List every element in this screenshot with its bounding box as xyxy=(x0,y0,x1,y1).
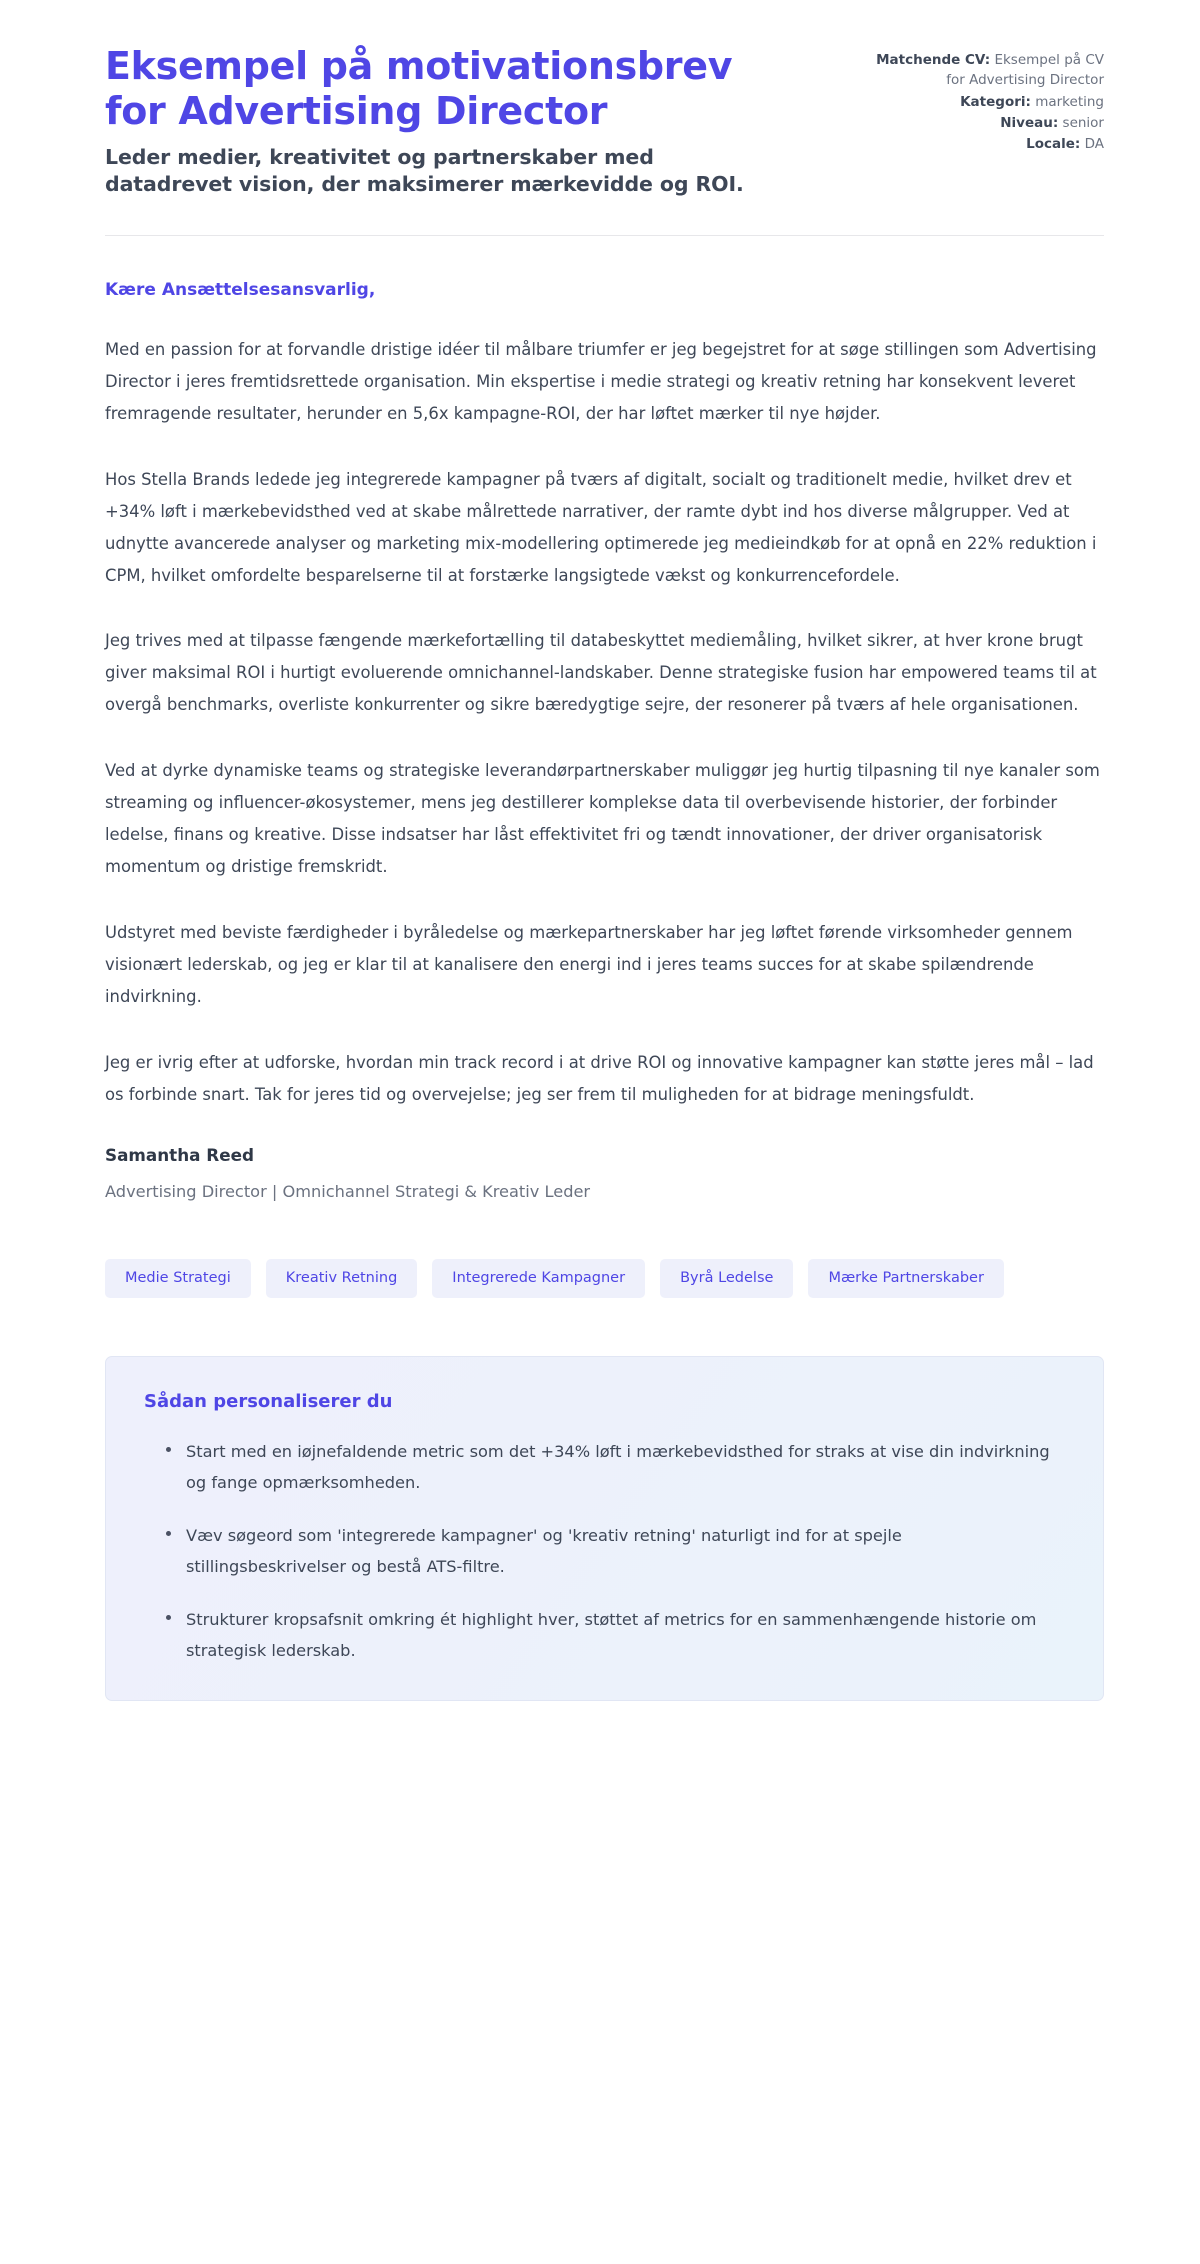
letter-paragraph: Med en passion for at forvandle dristige idéer til målbare triumfer er jeg begejstret for at søge stillingen som Advertising Director i jeres fremtidsrettede organisation. Min ekspertise i medie strategi og kreativ retning har konsekvent leveret fremragende resultater, herunder en 5,6x kampagne-ROI, der har løftet mærker til nye højder. xyxy=(105,339,1097,423)
tag-chip[interactable]: Mærke Partnerskaber xyxy=(808,1259,1004,1298)
callout-tip-text: Start med en iøjnefaldende metric som det +34% løft i mærkebevidsthed for straks at vise din indvirkning og fange opmærksomheden. xyxy=(186,1441,1050,1492)
personalization-callout xyxy=(105,1356,1104,1702)
meta-row-level xyxy=(872,113,1104,133)
callout-tip-item xyxy=(166,1604,1061,1666)
letter-paragraph: Ved at dyrke dynamiske teams og strategiske leverandørpartnerskaber muliggør jeg hurtig tilpasning til nye kanaler som streaming og influencer-økosystemer, mens jeg destillerer komplekse data til overbevisende historier, der forbinder ledelse, finans og kreative. Disse indsatser har låst effektivitet fri og tændt innovationer, der driver organisatorisk momentum og dristige fremskridt. xyxy=(105,761,1100,877)
meta-label-locale: Locale: xyxy=(1026,136,1081,152)
letter-salutation: Kære Ansættelsesansvarlig, xyxy=(105,279,376,300)
meta-value-level: senior xyxy=(1062,114,1104,131)
tag-chip[interactable]: Kreativ Retning xyxy=(266,1259,418,1298)
meta-label-category: Kategori: xyxy=(960,93,1031,110)
callout-tip-item xyxy=(166,1520,1061,1582)
letter-paragraph: Jeg er ivrig efter at udforske, hvordan min track record i at drive ROI og innovative kampagner kan støtte jeres mål – lad os forbinde snart. Tak for jeres tid og overvejelse; jeg ser frem til muligheden for at bidrage meningsfuldt. xyxy=(105,1053,1094,1105)
meta-value-matching-cv: Eksempel på CV for Advertising Director xyxy=(946,52,1104,89)
document-header xyxy=(105,44,1104,199)
document-metadata xyxy=(872,44,1104,155)
bullet-dot-icon xyxy=(166,1615,171,1620)
meta-value-category: marketing xyxy=(1035,93,1104,110)
callout-title: Sådan personaliserer du xyxy=(144,1390,393,1412)
meta-row-category xyxy=(872,92,1104,112)
meta-row-matching-cv xyxy=(872,50,1104,91)
tag-chip[interactable]: Byrå Ledelse xyxy=(660,1259,793,1298)
callout-tip-text: Strukturer kropsafsnit omkring ét highlight hver, støttet af metrics for en sammenhængende historie om strategisk lederskab. xyxy=(186,1610,1037,1661)
meta-value-locale: DA xyxy=(1084,136,1104,152)
signature-name: Samantha Reed xyxy=(105,1145,254,1166)
page-title: Eksempel på motivationsbrev for Advertising Director xyxy=(105,44,733,133)
signature-role: Advertising Director | Omnichannel Strategi & Kreativ Leder xyxy=(105,1182,591,1202)
callout-tip-text: Væv søgeord som 'integrerede kampagner' og 'kreativ retning' naturligt ind for at spejle stillingsbeskrivelser og bestå ATS-filtre. xyxy=(186,1525,902,1577)
tag-chip[interactable]: Medie Strategi xyxy=(105,1259,251,1298)
meta-label-level: Niveau: xyxy=(1000,114,1059,131)
tag-list xyxy=(105,1259,1104,1298)
tag-chip[interactable]: Integrerede Kampagner xyxy=(432,1259,645,1298)
letter-paragraph: Jeg trives med at tilpasse fængende mærkefortælling til databeskyttet mediemåling, hvilket sikrer, at hver krone brugt giver maksimal ROI i hurtigt evoluerende omnichannel-landskaber. Denne strategiske fusion har empowered teams til at overgå benchmarks, overliste konkurrenter og sikre bæredygtige sejre, der resonerer på tværs af hele organisationen. xyxy=(105,631,1097,715)
callout-tip-list xyxy=(144,1436,1061,1667)
page-subtitle: Leder medier, kreativitet og partnerskaber med datadrevet vision, der maksimerer mærkevidde og ROI. xyxy=(105,144,744,197)
bullet-dot-icon xyxy=(166,1531,171,1536)
meta-label-matching-cv: Matchende CV: xyxy=(876,52,991,68)
callout-tip-item xyxy=(166,1436,1061,1498)
meta-row-locale xyxy=(872,134,1104,154)
letter-paragraph: Udstyret med beviste færdigheder i byråledelse og mærkepartnerskaber har jeg løftet førende virksomheder gennem visionært lederskab, og jeg er klar til at kanalisere den energi ind i jeres teams succes for at skabe spilændrende indvirkning. xyxy=(105,923,1073,1007)
header-title-block xyxy=(105,44,765,199)
bullet-dot-icon xyxy=(166,1447,171,1452)
letter-paragraph: Hos Stella Brands ledede jeg integrerede kampagner på tværs af digitalt, socialt og traditionelt medie, hvilket drev et +34% løft i mærkebevidsthed ved at skabe målrettede narrativer, der ramte dybt ind hos diverse målgrupper. Ved at udnytte avancerede analyser og marketing mix-modellering optimerede jeg medieindkøb for at opnå en 22% reduktion i CPM, hvilket omfordelte besparelserne til at forstærke langsigtede vækst og konkurrencefordele. xyxy=(105,469,1097,585)
letter-body xyxy=(105,236,1104,1702)
signature-block xyxy=(105,1145,1104,1205)
